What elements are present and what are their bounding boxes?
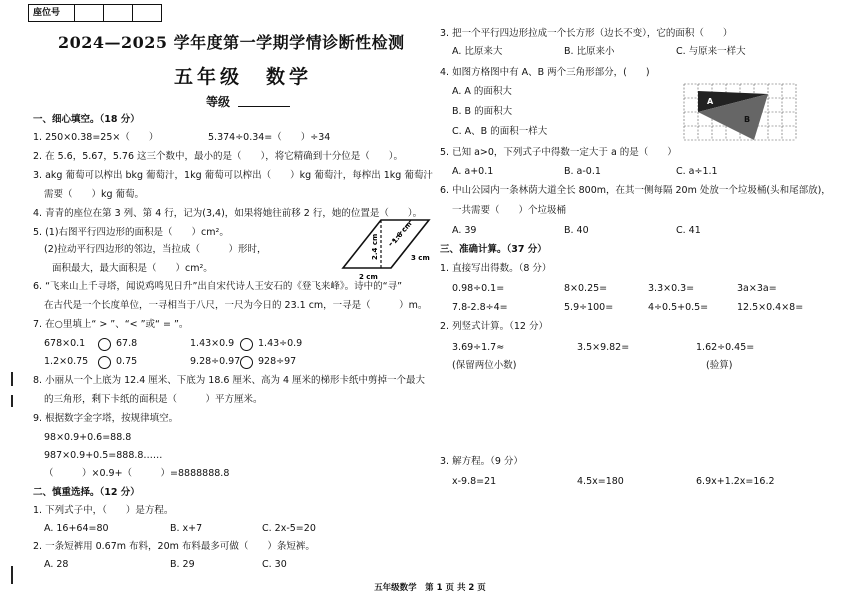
compare-circle[interactable] <box>98 338 111 351</box>
q5-part1: 5. (1)右图平行四边形的面积是（ ）cm²。 <box>33 227 229 238</box>
s2-q6-line2: 一共需要（ ）个垃圾桶 <box>452 205 567 216</box>
compare-circle[interactable] <box>240 356 253 369</box>
s2-q4-opt-a[interactable]: A. A 的面积大 <box>452 86 512 97</box>
s2-q1-opt-a[interactable]: A. 16+64=80 <box>44 523 109 534</box>
s2-q2-text: 2. 一条短裤用 0.67m 布料，20m 布料最多可做（ ）条短裤。 <box>33 541 315 552</box>
q9-line3: （ ）×0.9+（ ）=8888888.8 <box>44 468 230 479</box>
q6-line1: 6. “飞来山上千寻塔，闻说鸡鸣见日升”出自宋代诗人王安石的《登飞来峰》。诗中的“寻” <box>33 281 403 292</box>
q9-text: 9. 根据数字金字塔，按规律填空。 <box>33 413 179 424</box>
s2-q5-opt-a[interactable]: A. a+0.1 <box>452 166 494 177</box>
q7-r2-right2: 928÷97 <box>258 356 297 367</box>
q3-line2: 需要（ ）kg 葡萄。 <box>44 189 145 200</box>
seat-cell <box>75 5 104 21</box>
grid-triangles-figure <box>682 82 798 144</box>
binding-mark <box>11 395 13 407</box>
s3-p2-note2: (验算) <box>706 360 733 371</box>
s3-p2-item3: 1.62÷0.45= <box>696 342 755 353</box>
s2-q2-opt-b[interactable]: B. 29 <box>170 559 195 570</box>
q5-part2: (2)拉动平行四边形的邻边，当拉成（ ）形时， <box>44 244 267 255</box>
s2-q3-text: 3. 把一个平行四边形拉成一个长方形（边长不变），它的面积（ ） <box>440 28 733 39</box>
s3-p1-r2-1: 7.8-2.8÷4= <box>452 302 508 313</box>
q7-r2-left: 1.2×0.75 <box>44 356 89 367</box>
s2-q5-opt-b[interactable]: B. a-0.1 <box>564 166 601 177</box>
s2-q3-opt-c[interactable]: C. 与原来一样大 <box>676 46 746 57</box>
q7-r1-right2: 1.43÷0.9 <box>258 338 303 349</box>
grade-blank <box>238 106 290 107</box>
s2-q4-opt-b[interactable]: B. B 的面积大 <box>452 106 513 117</box>
section2-heading: 二、慎重选择。（12 分） <box>33 487 140 498</box>
s3-p3-item1: x-9.8=21 <box>452 476 497 487</box>
q3-line1: 3. akg 葡萄可以榨出 bkg 葡萄汁，1kg 葡萄可以榨出（ ）kg 葡萄汁，每榨出 1kg 葡萄汁 <box>33 170 433 181</box>
grade-label: 等级 <box>206 95 231 109</box>
page-footer: 五年级数学 第 1 页 共 2 页 <box>374 583 486 593</box>
s2-q1-opt-b[interactable]: B. x+7 <box>170 523 203 534</box>
q7-r1-left2: 1.43×0.9 <box>190 338 235 349</box>
s2-q1-opt-c[interactable]: C. 2x-5=20 <box>262 523 316 534</box>
q7-r2-right: 0.75 <box>116 356 138 367</box>
label-1-6cm: 1.6 cm <box>390 220 414 246</box>
compare-circle[interactable] <box>240 338 253 351</box>
s3-p1-r1-4: 3a×3a= <box>737 283 777 294</box>
q7-text: 7. 在○里填上“ > ”、“< ”或“ = ”。 <box>33 319 189 330</box>
q9-line1: 98×0.9+0.6=88.8 <box>44 432 132 443</box>
compare-circle[interactable] <box>98 356 111 369</box>
s3-p3-heading: 3. 解方程。（9 分） <box>440 456 523 467</box>
s2-q5-text: 5. 已知 a>0，下列式子中得数一定大于 a 的是（ ） <box>440 147 677 158</box>
exam-subtitle: 五年级 数学 <box>174 66 313 88</box>
s3-p1-r1-3: 3.3×0.3= <box>648 283 695 294</box>
section1-heading: 一、细心填空。（18 分） <box>33 114 140 125</box>
s2-q1-text: 1. 下列式子中，（ ）是方程。 <box>33 505 174 516</box>
seat-number-box <box>28 4 162 22</box>
label-3cm: 3 cm <box>411 254 430 262</box>
s2-q4-text: 4. 如图方格图中有 A、B 两个三角形部分，( ) <box>440 67 650 78</box>
s2-q6-opt-a[interactable]: A. 39 <box>452 225 477 236</box>
s3-p1-r2-2: 5.9÷100= <box>564 302 614 313</box>
q4-text: 4. 青青的座位在第 3 列、第 4 行，记为(3,4)，如果将她往前移 2 行，她的位置是（ ）。 <box>33 208 423 219</box>
s2-q2-opt-a[interactable]: A. 28 <box>44 559 69 570</box>
s3-p3-item3: 6.9x+1.2x=16.2 <box>696 476 775 487</box>
s3-p3-item2: 4.5x=180 <box>577 476 624 487</box>
s2-q2-opt-c[interactable]: C. 30 <box>262 559 287 570</box>
triangle-b-label: B <box>744 115 751 124</box>
s2-q6-line1: 6. 中山公园内一条林荫大道全长 800m，在其一侧每隔 20m 处放一个垃圾桶(头和尾部放)， <box>440 185 831 196</box>
s3-p1-r1-2: 8×0.25= <box>564 283 608 294</box>
q8-line1: 8. 小丽从一个上底为 12.4 厘米、下底为 18.6 厘米、高为 4 厘米的梯形卡纸中剪掉一个最大 <box>33 375 426 386</box>
seat-cell <box>104 5 133 21</box>
s3-p1-r2-3: 4÷0.5+0.5= <box>648 302 709 313</box>
exam-title: 2024—2025 学年度第一学期学情诊断性检测 <box>58 33 405 52</box>
q1-part-a: 1. 250×0.38=25×（ ） <box>33 132 159 143</box>
section3-heading: 三、准确计算。（37 分） <box>440 244 547 255</box>
s3-p1-r2-4: 12.5×0.4×8= <box>737 302 804 313</box>
q7-r1-left: 678×0.1 <box>44 338 86 349</box>
triangle-a-label: A <box>707 97 714 106</box>
s2-q3-opt-a[interactable]: A. 比原来大 <box>452 46 503 57</box>
s2-q6-opt-b[interactable]: B. 40 <box>564 225 589 236</box>
q8-line2: 的三角形，剩下卡纸的面积是（ ）平方厘米。 <box>44 394 263 405</box>
q1-part-b: 5.374÷0.34=（ ）÷34 <box>208 132 331 143</box>
s3-p1-heading: 1. 直接写出得数。（8 分） <box>440 263 552 274</box>
s3-p2-item1: 3.69÷1.7≈ <box>452 342 505 353</box>
s2-q6-opt-c[interactable]: C. 41 <box>676 225 701 236</box>
s3-p2-note1: (保留两位小数) <box>452 360 517 371</box>
q9-line2: 987×0.9+0.5=888.8…… <box>44 450 163 461</box>
seat-cell <box>133 5 161 21</box>
s3-p2-item2: 3.5×9.82= <box>577 342 630 353</box>
seat-label: 座位号 <box>29 5 75 21</box>
s2-q5-opt-c[interactable]: C. a÷1.1 <box>676 166 718 177</box>
label-2cm: 2 cm <box>359 273 378 281</box>
s3-p1-r1-1: 0.98÷0.1= <box>452 283 505 294</box>
q2-text: 2. 在 5.6，5.67，5.76 这三个数中，最小的是（ ），将它精确到十分位是（ ）。 <box>33 151 404 162</box>
q7-r2-left2: 9.28÷0.97 <box>190 356 241 367</box>
binding-mark <box>11 372 13 386</box>
q7-r1-right: 67.8 <box>116 338 138 349</box>
q6-line2: 在古代是一个长度单位，一寻相当于八尺，一尺为今日的 23.1 cm，一寻是（ ）m。 <box>44 300 428 311</box>
label-2-4cm: 2.4 cm <box>371 233 379 260</box>
parallelogram-figure <box>325 208 437 284</box>
s2-q4-opt-c[interactable]: C. A、B 的面积一样大 <box>452 126 548 137</box>
s3-p2-heading: 2. 列竖式计算。（12 分） <box>440 321 548 332</box>
q5-part3: 面积最大，最大面积是（ ）cm²。 <box>52 263 213 274</box>
s2-q3-opt-b[interactable]: B. 比原来小 <box>564 46 615 57</box>
